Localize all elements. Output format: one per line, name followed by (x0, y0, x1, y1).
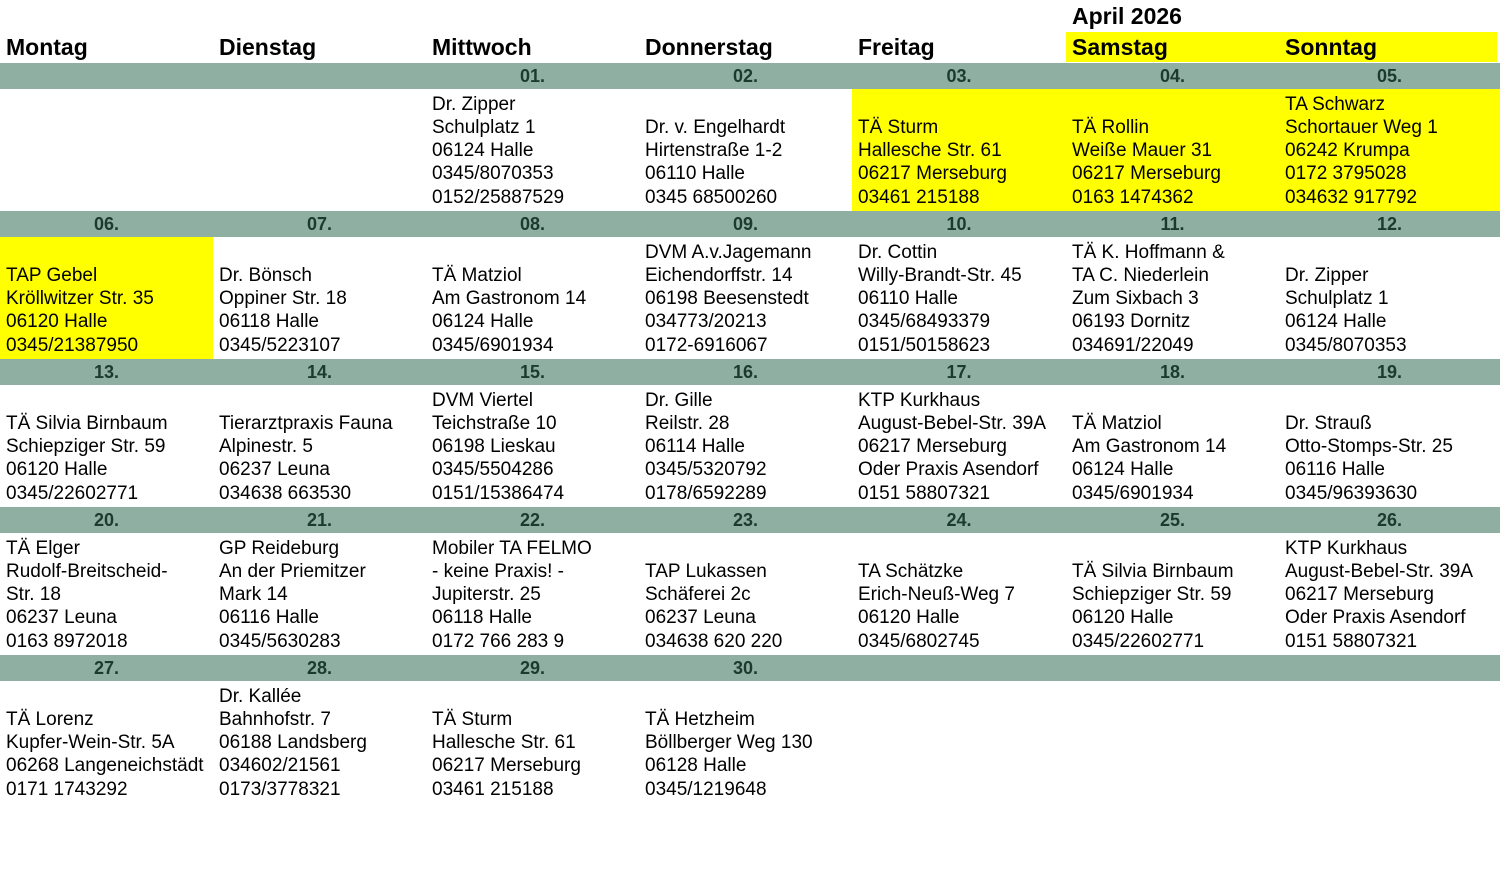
day-cell (852, 533, 1066, 655)
vet-entry-line: Schäferei 2c (645, 584, 751, 606)
day-cell (213, 681, 426, 803)
vet-entry (1072, 241, 1225, 357)
day-number: 05. (1376, 66, 1403, 86)
vet-entry-line: 03461 215188 (858, 186, 980, 208)
day-cell (852, 89, 1066, 211)
vet-entry-line: 06237 Leuna (6, 607, 117, 629)
vet-entry (219, 685, 367, 801)
vet-entry-line: Dr. Kallée (219, 685, 302, 707)
vet-entry (219, 264, 347, 357)
vet-entry-line: 0345/5223107 (219, 334, 341, 356)
day-cell (1279, 385, 1500, 507)
vet-entry-line: 0345/21387950 (6, 334, 139, 356)
vet-entry-line: Böllberger Weg 130 (645, 732, 813, 754)
day-cell (426, 681, 639, 803)
vet-entry-line: KTP Kurkhaus (1285, 537, 1408, 559)
vet-entry-line: An der Priemitzer (219, 560, 366, 582)
vet-entry-line: 0345/8070353 (432, 163, 554, 185)
day-cell (0, 533, 213, 655)
vet-entry-line: 0172 3795028 (1285, 163, 1407, 185)
vet-entry-line: 0172 766 283 9 (432, 630, 565, 652)
day-number: 21. (306, 510, 333, 530)
vet-entry-line: 06124 Halle (432, 311, 534, 333)
vet-entry-line: Mobiler TA FELMO (432, 537, 592, 559)
vet-entry-line: 034602/21561 (219, 755, 341, 777)
day-number: 26. (1376, 510, 1403, 530)
day-cell (1279, 237, 1500, 359)
vet-entry-line: Alpinestr. 5 (219, 436, 313, 458)
day-cell (639, 385, 852, 507)
vet-entry-line: 06118 Halle (219, 311, 320, 333)
day-cell (0, 237, 213, 359)
vet-entry-line: Erich-Neuß-Weg 7 (858, 584, 1015, 606)
vet-entry-line: 03461 215188 (432, 778, 554, 800)
vet-entry-line: 06217 Merseburg (858, 163, 1007, 185)
vet-entry-line: 06198 Lieskau (432, 436, 556, 458)
vet-entry (645, 389, 767, 505)
vet-entry-line: 06110 Halle (645, 163, 746, 185)
vet-entry-line: Otto-Stomps-Str. 25 (1285, 436, 1453, 458)
vet-entry-line: TAP Lukassen (645, 560, 767, 582)
vet-entry-line: Eichendorffstr. 14 (645, 264, 793, 286)
day-number: 01. (519, 66, 546, 86)
day-cell (639, 533, 852, 655)
day-number: 13. (93, 362, 120, 382)
vet-entry-line: 0152/25887529 (432, 186, 565, 208)
vet-entry-line: 06120 Halle (1072, 607, 1174, 629)
day-number: 22. (519, 510, 546, 530)
vet-entry (645, 708, 813, 801)
vet-entry-line: Schiepziger Str. 59 (6, 436, 166, 458)
day-cell (852, 237, 1066, 359)
vet-entry (1072, 412, 1226, 505)
vet-entry-line: Hirtenstraße 1-2 (645, 140, 783, 162)
vet-entry-line: August-Bebel-Str. 39A (1285, 560, 1473, 582)
vet-entry-line: TÄ Silvia Birnbaum (1072, 560, 1234, 582)
vet-entry-line: 0345/22602771 (1072, 630, 1205, 652)
vet-entry-line: 06268 Langeneichstädt (6, 755, 204, 777)
vet-entry (6, 537, 168, 653)
day-cell (639, 237, 852, 359)
vet-entry-line: 0345/5504286 (432, 459, 554, 481)
vet-entry-line: Schiepziger Str. 59 (1072, 584, 1232, 606)
day-number: 14. (306, 362, 333, 382)
vet-entry-line: 06116 Halle (1285, 459, 1386, 481)
day-number: 03. (946, 66, 972, 86)
vet-entry-line: Dr. Cottin (858, 241, 938, 263)
vet-entry-line: 0178/6592289 (645, 482, 767, 504)
vet-entry-line: Dr. v. Engelhardt (645, 116, 786, 138)
day-cell (1066, 89, 1279, 211)
day-number: 08. (519, 214, 546, 234)
vet-entry-line: 034632 917792 (1285, 186, 1418, 208)
day-cell (426, 89, 639, 211)
vet-entry-line: 0345/6802745 (858, 630, 980, 652)
weekday-header-donnerstag: Donnerstag (645, 34, 773, 60)
vet-entry-line: 0345/6901934 (432, 334, 554, 356)
vet-entry-line: TAP Gebel (6, 264, 98, 286)
vet-entry-line: 0345/5630283 (219, 630, 341, 652)
vet-entry-line: 06242 Krumpa (1285, 140, 1410, 162)
vet-entry-line: Mark 14 (219, 584, 288, 606)
vet-entry-line: 0151/50158623 (858, 334, 991, 356)
vet-entry-line: DVM Viertel (432, 389, 534, 411)
vet-entry (858, 241, 1022, 357)
vet-entry-line: Jupiterstr. 25 (432, 584, 541, 606)
week-date-band (0, 63, 1500, 89)
vet-entry-line: 06237 Leuna (645, 607, 756, 629)
vet-entry-line: TÄ Lorenz (6, 708, 94, 730)
day-cell (213, 237, 426, 359)
vet-entry (219, 537, 366, 653)
vet-entry-line: 034638 620 220 (645, 630, 783, 652)
vet-entry (1285, 93, 1438, 209)
vet-entry-line: 06198 Beesenstedt (645, 288, 809, 310)
day-cell (852, 385, 1066, 507)
vet-entry-line: Schulplatz 1 (432, 116, 536, 138)
vet-entry-line: TA Schwarz (1285, 93, 1385, 115)
vet-entry-line: TA Schätzke (858, 560, 964, 582)
week-date-band (0, 211, 1500, 237)
vet-entry-line: TÄ Rollin (1072, 116, 1150, 138)
vet-entry-line: KTP Kurkhaus (858, 389, 981, 411)
vet-entry-line: 06118 Halle (432, 607, 533, 629)
vet-entry-line: Hallesche Str. 61 (858, 140, 1002, 162)
weekday-header-mittwoch: Mittwoch (432, 34, 532, 60)
vet-entry-line: DVM A.v.Jagemann (645, 241, 812, 263)
vet-entry-line: TÄ K. Hoffmann & (1072, 241, 1225, 263)
vet-entry-line: 034691/22049 (1072, 334, 1194, 356)
vet-entry-line: GP Reideburg (219, 537, 340, 559)
vet-entry-line: 0345/8070353 (1285, 334, 1407, 356)
day-cell (639, 89, 852, 211)
day-number: 28. (306, 658, 333, 678)
vet-entry (1285, 412, 1453, 505)
day-number: 25. (1159, 510, 1186, 530)
vet-entry-line: 0151 58807321 (858, 482, 991, 504)
vet-entry-line: 06124 Halle (432, 140, 534, 162)
vet-entry-line: Oder Praxis Asendorf (1285, 607, 1466, 629)
vet-entry-line: TÄ Hetzheim (645, 708, 755, 730)
vet-entry-line: - keine Praxis! - (432, 560, 564, 582)
vet-entry-line: Tierarztpraxis Fauna (219, 412, 393, 434)
vet-entry (6, 708, 204, 801)
vet-entry-line: 06124 Halle (1072, 459, 1174, 481)
day-cell (1066, 385, 1279, 507)
vet-entry (432, 93, 564, 209)
vet-entry-line: 06193 Dornitz (1072, 311, 1191, 333)
vet-entry-line: 0345 68500260 (645, 186, 778, 208)
vet-entry-line: 06116 Halle (219, 607, 320, 629)
vet-entry (432, 537, 592, 653)
vet-entry-line: 0345/68493379 (858, 311, 991, 333)
vet-entry-line: TÄ Silvia Birnbaum (6, 412, 168, 434)
vet-entry-line: August-Bebel-Str. 39A (858, 412, 1046, 434)
week-date-band (0, 655, 1500, 681)
vet-entry-line: Kupfer-Wein-Str. 5A (6, 732, 175, 754)
vet-entry-line: 06217 Merseburg (432, 755, 581, 777)
vet-entry (645, 241, 812, 357)
vet-entry-line: TA C. Niederlein (1072, 264, 1209, 286)
day-cell (1066, 533, 1279, 655)
vet-entry-line: 06120 Halle (6, 311, 108, 333)
vet-entry-line: 06188 Landsberg (219, 732, 367, 754)
vet-entry-line: 0345/96393630 (1285, 482, 1418, 504)
vet-entry-line: Kröllwitzer Str. 35 (6, 288, 154, 310)
day-cell (0, 681, 213, 803)
vet-entry (432, 708, 581, 801)
vet-entry (219, 412, 393, 505)
day-number: 15. (519, 362, 546, 382)
day-number: 10. (946, 214, 972, 234)
vet-entry-line: TÄ Matziol (432, 264, 522, 286)
vet-entry-line: 06124 Halle (1285, 311, 1387, 333)
day-cell (426, 533, 639, 655)
day-cell (213, 385, 426, 507)
vet-entry-line: TÄ Sturm (432, 708, 513, 730)
vet-entry-line: Dr. Strauß (1285, 412, 1372, 434)
vet-entry-line: 06128 Halle (645, 755, 747, 777)
vet-entry-line: Dr. Bönsch (219, 264, 312, 286)
vet-entry-line: 06120 Halle (6, 459, 108, 481)
vet-entry-line: Dr. Zipper (432, 93, 516, 115)
vet-entry (858, 560, 1015, 653)
vet-entry (1072, 560, 1234, 653)
vet-entry-line: 06217 Merseburg (1072, 163, 1221, 185)
vet-entry-line: Rudolf-Breitscheid- (6, 560, 168, 582)
vet-entry (6, 412, 168, 505)
day-cell (213, 533, 426, 655)
vet-entry-line: Dr. Gille (645, 389, 713, 411)
vet-entry-line: 0151 58807321 (1285, 630, 1418, 652)
vet-entry-line: 0171 1743292 (6, 778, 128, 800)
vet-entry (432, 389, 564, 505)
vet-entry-line: 06110 Halle (858, 288, 959, 310)
day-number: 18. (1159, 362, 1186, 382)
vet-entry-line: Zum Sixbach 3 (1072, 288, 1199, 310)
vet-entry (858, 389, 1046, 505)
vet-entry-line: TÄ Matziol (1072, 412, 1162, 434)
day-number: 17. (946, 362, 972, 382)
vet-entry-line: 0163 1474362 (1072, 186, 1194, 208)
vet-entry-line: Reilstr. 28 (645, 412, 730, 434)
vet-entry-line: TÄ Sturm (858, 116, 939, 138)
vet-entry (432, 264, 586, 357)
weekday-header-sonntag: Sonntag (1279, 32, 1497, 62)
vet-entry-line: Teichstraße 10 (432, 412, 557, 434)
vet-entry-line: TÄ Elger (6, 537, 80, 559)
day-cell (426, 237, 639, 359)
vet-entry-line: Oder Praxis Asendorf (858, 459, 1039, 481)
day-cell (1279, 533, 1500, 655)
vet-entry (645, 560, 782, 653)
vet-entry-line: 0345/6901934 (1072, 482, 1194, 504)
day-cell (1279, 89, 1500, 211)
day-number: 06. (93, 214, 120, 234)
vet-entry-line: 06120 Halle (858, 607, 960, 629)
vet-entry (1285, 264, 1407, 357)
vet-entry-line: 034773/20213 (645, 311, 767, 333)
vet-entry-line: Am Gastronom 14 (432, 288, 587, 310)
day-number: 20. (93, 510, 120, 530)
day-cell (426, 385, 639, 507)
vet-entry (645, 116, 785, 209)
vet-entry-line: 034638 663530 (219, 482, 352, 504)
day-number: 23. (732, 510, 759, 530)
week-date-band (0, 507, 1500, 533)
vet-entry-line: 06217 Merseburg (858, 436, 1007, 458)
day-number: 07. (306, 214, 333, 234)
month-title: April 2026 (1072, 3, 1182, 29)
vet-entry-line: 06114 Halle (645, 436, 746, 458)
day-number: 02. (732, 66, 759, 86)
vet-entry-line: 0173/3778321 (219, 778, 341, 800)
weekday-header-montag: Montag (6, 34, 88, 60)
vet-entry-line: Dr. Zipper (1285, 264, 1369, 286)
vet-entry-line: 06217 Merseburg (1285, 584, 1434, 606)
vet-entry-line: Schortauer Weg 1 (1285, 116, 1438, 138)
vet-entry-line: Str. 18 (6, 584, 61, 606)
vet-entry-line: 0345/5320792 (645, 459, 767, 481)
day-number: 29. (519, 658, 546, 678)
vet-entry-line: 0163 8972018 (6, 630, 128, 652)
vet-entry-line: 0345/1219648 (645, 778, 767, 800)
vet-entry-line: Schulplatz 1 (1285, 288, 1389, 310)
vet-entry (1285, 537, 1473, 653)
day-number: 30. (732, 658, 759, 678)
vet-entry-line: Oppiner Str. 18 (219, 288, 347, 310)
day-number: 19. (1376, 362, 1403, 382)
day-cell (639, 681, 852, 803)
day-cell (1066, 237, 1279, 359)
day-number: 16. (732, 362, 759, 382)
day-number: 04. (1159, 66, 1186, 86)
week-date-band (0, 359, 1500, 385)
vet-entry-line: Willy-Brandt-Str. 45 (858, 264, 1022, 286)
vet-entry-line: 0172-6916067 (645, 334, 768, 356)
weekday-header-samstag: Samstag (1066, 32, 1279, 62)
vet-entry-line: Weiße Mauer 31 (1072, 140, 1213, 162)
day-number: 27. (93, 658, 120, 678)
weekday-header-freitag: Freitag (858, 34, 935, 60)
vet-entry-line: 06237 Leuna (219, 459, 330, 481)
vet-entry-line: 0345/22602771 (6, 482, 139, 504)
day-cell (0, 385, 213, 507)
vet-entry-line: Bahnhofstr. 7 (219, 708, 331, 730)
day-number: 12. (1376, 214, 1403, 234)
vet-entry-line: Am Gastronom 14 (1072, 436, 1227, 458)
day-number: 24. (946, 510, 972, 530)
vet-entry-line: Hallesche Str. 61 (432, 732, 576, 754)
vet-entry (1072, 116, 1221, 209)
vet-entry (858, 116, 1007, 209)
weekday-header-dienstag: Dienstag (219, 34, 317, 60)
day-number: 11. (1160, 214, 1185, 234)
vet-entry-line: 0151/15386474 (432, 482, 565, 504)
day-number: 09. (732, 214, 759, 234)
vet-entry (6, 264, 154, 357)
